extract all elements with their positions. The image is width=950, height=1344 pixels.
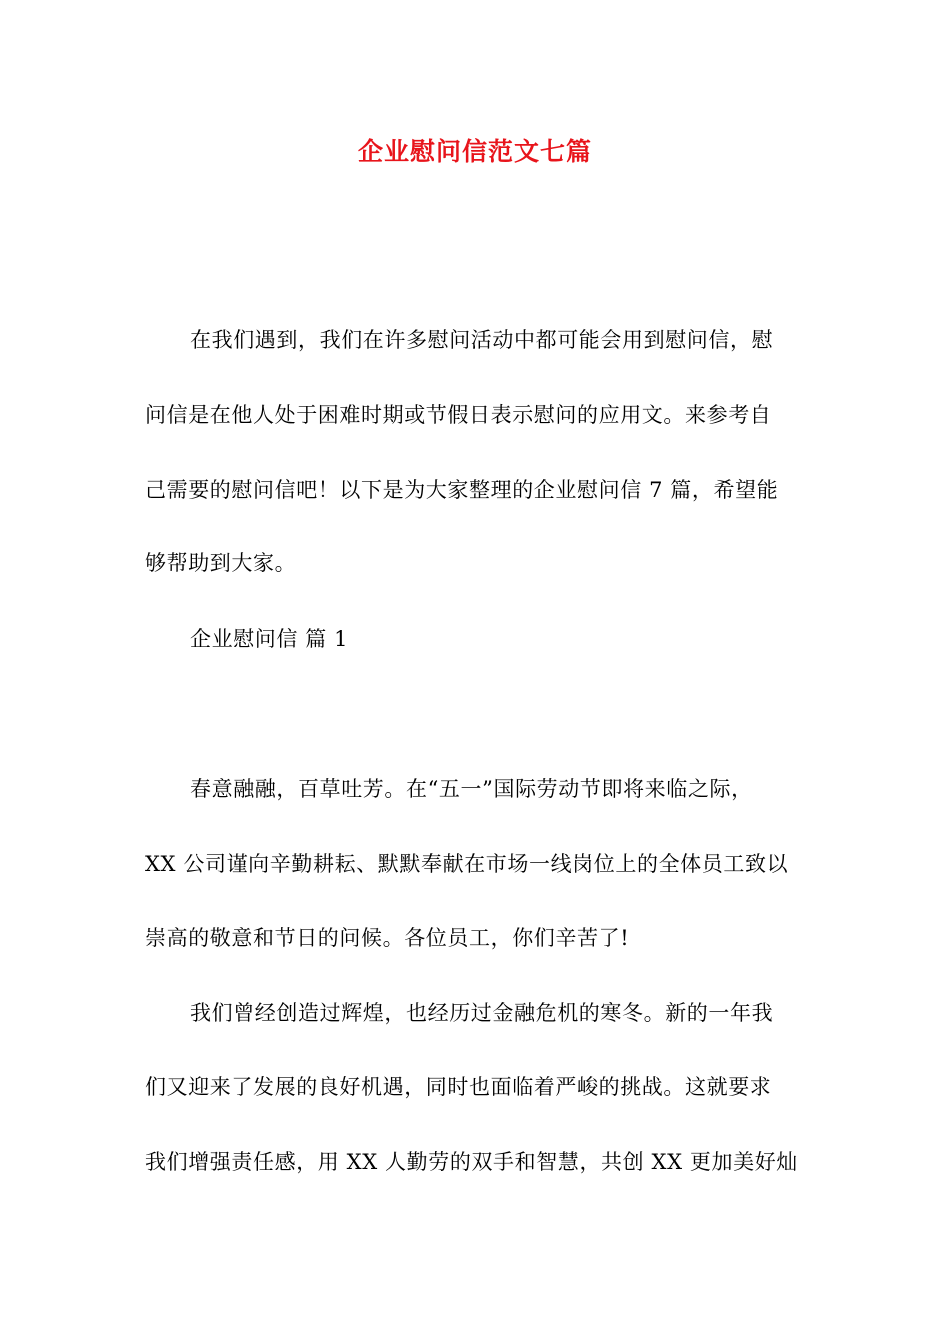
letter-line-6: 我们增强责任感，用 XX 人勤劳的双手和智慧，共创 XX 更加美好灿 — [145, 1150, 798, 1174]
letter-line-4: 我们曾经创造过辉煌，也经历过金融危机的寒冬。新的一年我 — [190, 1001, 774, 1025]
intro-line-2: 问信是在他人处于困难时期或节假日表示慰问的应用文。来参考自 — [145, 403, 772, 427]
letter-line-3: 崇高的敬意和节日的问候。各位员工，你们辛苦了! — [145, 926, 630, 950]
letter-line-5: 们又迎来了发展的良好机遇，同时也面临着严峻的挑战。这就要求 — [145, 1075, 772, 1099]
intro-line-1: 在我们遇到，我们在许多慰问活动中都可能会用到慰问信，慰 — [190, 328, 774, 352]
document-title: 企业慰问信范文七篇 — [357, 137, 592, 166]
intro-line-3: 己需要的慰问信吧！以下是为大家整理的企业慰问信 7 篇，希望能 — [145, 478, 779, 502]
letter-line-1: 春意融融，百草吐芳。在“五一”国际劳动节即将来临之际， — [190, 777, 753, 801]
intro-line-4: 够帮助到大家。 — [145, 551, 297, 575]
section-heading: 企业慰问信 篇 1 — [190, 627, 349, 651]
letter-line-2: XX 公司谨向辛勤耕耘、默默奉献在市场一线岗位上的全体员工致以 — [145, 852, 789, 876]
